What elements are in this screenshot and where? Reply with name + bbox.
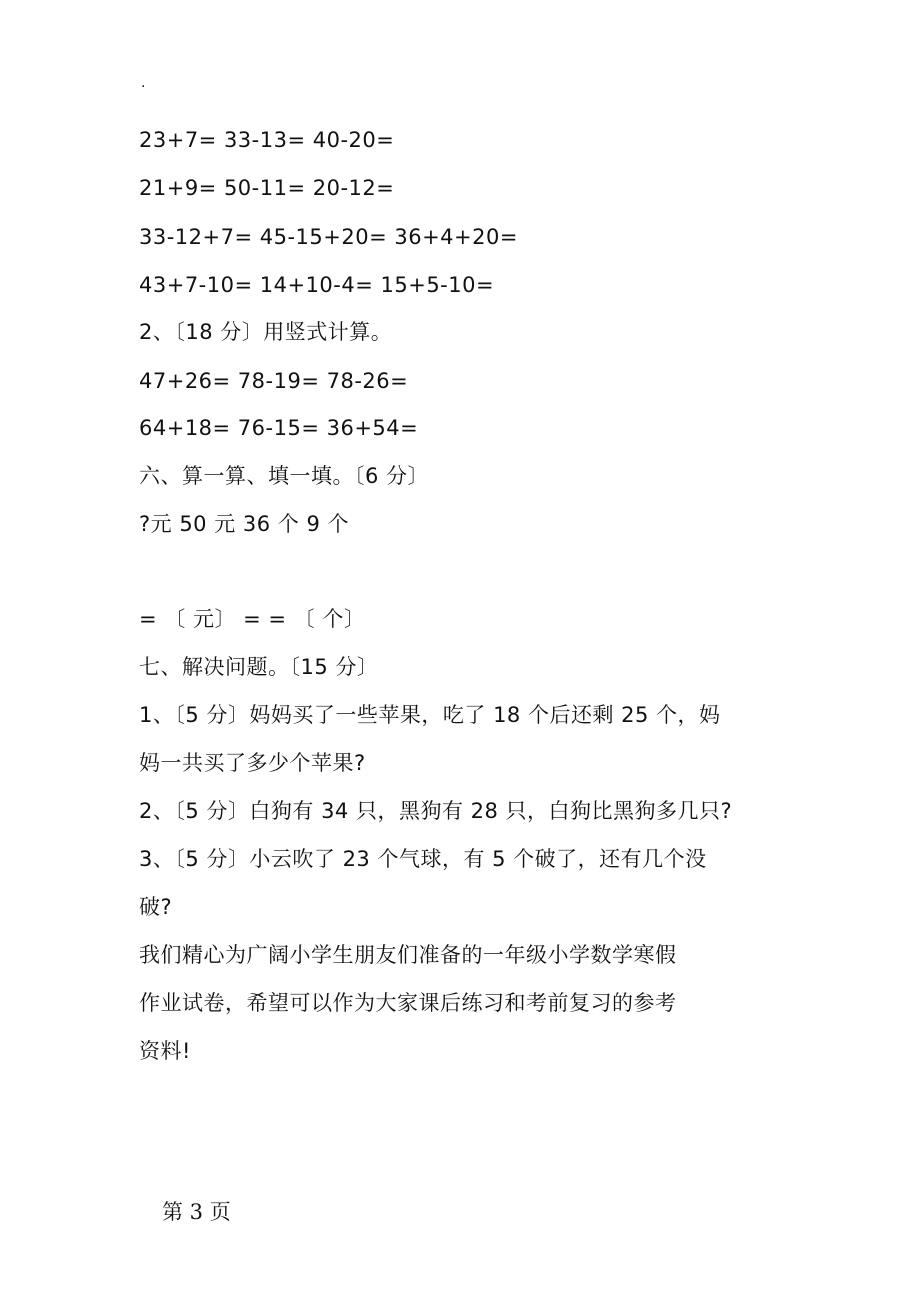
problem-1-line-1: 1、〔5 分〕妈妈买了一些苹果，吃了 18 个后还剩 25 个，妈	[139, 703, 721, 727]
problem-2: 2、〔5 分〕白狗有 34 只，黑狗有 28 只，白狗比黑狗多几只?	[139, 799, 733, 823]
fill-in-values: ?元 50 元 36 个 9 个	[139, 512, 350, 536]
arithmetic-row-1: 23+7= 33-13= 40-20=	[139, 128, 395, 152]
section-heading-seven: 七、解决问题。〔15 分〕	[139, 655, 379, 679]
closing-line-2: 作业试卷，希望可以作为大家课后练习和考前复习的参考	[139, 991, 677, 1015]
section-heading-six: 六、算一算、填一填。〔6 分〕	[139, 464, 430, 488]
closing-line-1: 我们精心为广阔小学生朋友们准备的一年级小学数学寒假	[139, 943, 677, 967]
closing-line-3: 资料!	[139, 1039, 191, 1063]
problem-3-line-1: 3、〔5 分〕小云吹了 23 个气球，有 5 个破了，还有几个没	[139, 847, 707, 871]
section-heading-vertical-calc: 2、〔18 分〕用竖式计算。	[139, 320, 393, 344]
vertical-calc-row-1: 47+26= 78-19= 78-26=	[139, 369, 409, 393]
arithmetic-row-4: 43+7-10= 14+10-4= 15+5-10=	[139, 273, 495, 297]
header-mark: .	[141, 75, 146, 91]
page-number: 第 3 页	[162, 1200, 231, 1224]
arithmetic-row-2: 21+9= 50-11= 20-12=	[139, 176, 395, 200]
problem-3-line-2: 破?	[139, 895, 173, 919]
fill-in-answers: = 〔 元〕 = = 〔 个〕	[139, 607, 366, 631]
problem-1-line-2: 妈一共买了多少个苹果?	[139, 751, 366, 775]
vertical-calc-row-2: 64+18= 76-15= 36+54=	[139, 416, 419, 440]
arithmetic-row-3: 33-12+7= 45-15+20= 36+4+20=	[139, 225, 518, 249]
